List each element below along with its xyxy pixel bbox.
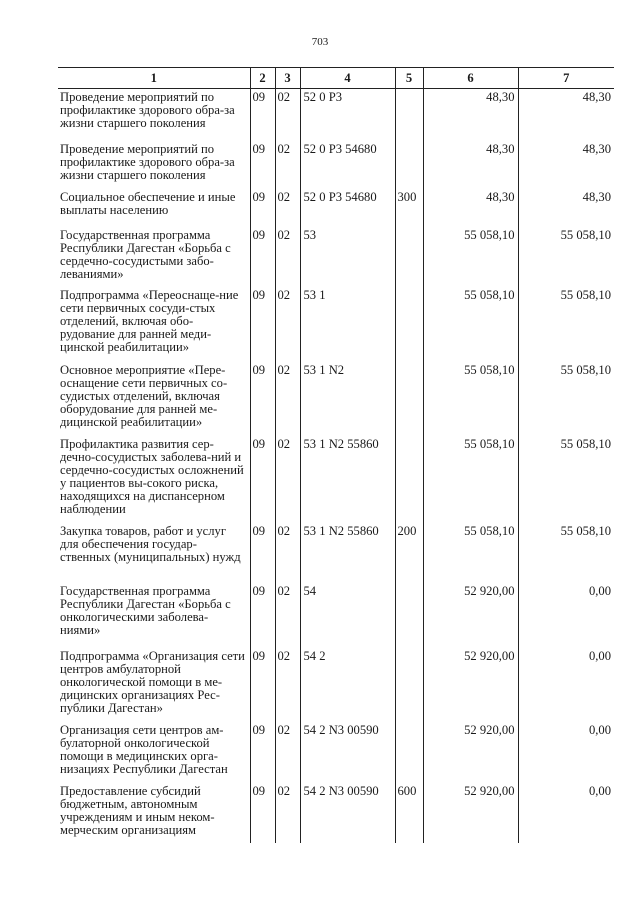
row-amount-2: 0,00 <box>518 583 614 648</box>
row-expense-type: 200 <box>395 523 423 583</box>
table-row <box>58 89 614 141</box>
table-row <box>58 722 614 783</box>
row-target-code: 52 0 Р3 <box>300 89 395 141</box>
row-amount-1: 55 058,10 <box>423 227 518 287</box>
row-subsection: 02 <box>275 722 300 783</box>
row-name: Профилактика развития сер-дечно-сосудистых заболева-ний и сердечно-сосудистых осложнений у пациентов вы-сокого риска, находящихся на диспансерном наблюдении <box>58 436 250 523</box>
row-section: 09 <box>250 436 275 523</box>
row-target-code: 53 1 N2 <box>300 362 395 436</box>
table-row <box>58 227 614 287</box>
row-amount-1: 52 920,00 <box>423 722 518 783</box>
header-row <box>58 68 614 89</box>
row-subsection: 02 <box>275 287 300 362</box>
row-section: 09 <box>250 648 275 722</box>
row-expense-type <box>395 648 423 722</box>
row-target-code: 53 1 N2 55860 <box>300 523 395 583</box>
row-expense-type <box>395 89 423 141</box>
row-name: Государственная программа Республики Дагестан «Борьба с сердечно-сосудистыми забо-леваниями» <box>58 227 250 287</box>
page-number: 703 <box>311 36 329 48</box>
row-amount-2: 48,30 <box>518 89 614 141</box>
row-target-code: 52 0 Р3 54680 <box>300 141 395 189</box>
table-row <box>58 648 614 722</box>
row-target-code: 53 1 <box>300 287 395 362</box>
row-amount-2: 48,30 <box>518 141 614 189</box>
row-amount-1: 48,30 <box>423 141 518 189</box>
row-amount-2: 0,00 <box>518 648 614 722</box>
row-section: 09 <box>250 583 275 648</box>
row-subsection: 02 <box>275 362 300 436</box>
row-section: 09 <box>250 783 275 843</box>
row-amount-2: 55 058,10 <box>518 362 614 436</box>
table-row <box>58 783 614 843</box>
row-expense-type <box>395 227 423 287</box>
header-col-4: 4 <box>300 68 395 89</box>
row-name: Предоставление субсидий бюджетным, автономным учреждениям и иным неком-мерческим организациям <box>58 783 250 843</box>
row-name: Закупка товаров, работ и услуг для обеспечения государ-ственных (муниципальных) нужд <box>58 523 250 583</box>
row-target-code: 52 0 Р3 54680 <box>300 189 395 227</box>
row-expense-type <box>395 436 423 523</box>
row-amount-1: 48,30 <box>423 89 518 141</box>
row-subsection: 02 <box>275 189 300 227</box>
row-expense-type <box>395 722 423 783</box>
row-section: 09 <box>250 227 275 287</box>
row-expense-type: 300 <box>395 189 423 227</box>
row-name: Основное мероприятие «Пере-оснащение сети первичных со-судистых отделений, включая оборудование для ранней ме-дицинской реабилитации» <box>58 362 250 436</box>
row-amount-1: 52 920,00 <box>423 783 518 843</box>
row-amount-1: 52 920,00 <box>423 583 518 648</box>
table-row <box>58 583 614 648</box>
row-amount-2: 48,30 <box>518 189 614 227</box>
row-amount-1: 55 058,10 <box>423 287 518 362</box>
header-col-6: 6 <box>423 68 518 89</box>
row-amount-2: 0,00 <box>518 722 614 783</box>
row-subsection: 02 <box>275 583 300 648</box>
row-subsection: 02 <box>275 227 300 287</box>
row-name: Организация сети центров ам-булаторной онкологической помощи в медицинских орга-низациях Республики Дагестан <box>58 722 250 783</box>
row-subsection: 02 <box>275 89 300 141</box>
row-subsection: 02 <box>275 648 300 722</box>
table-row <box>58 141 614 189</box>
row-subsection: 02 <box>275 523 300 583</box>
row-section: 09 <box>250 362 275 436</box>
row-section: 09 <box>250 523 275 583</box>
table-row <box>58 287 614 362</box>
row-section: 09 <box>250 722 275 783</box>
row-amount-1: 55 058,10 <box>423 362 518 436</box>
row-expense-type <box>395 141 423 189</box>
row-name: Подпрограмма «Организация сети центров амбулаторной онкологической помощи в ме-дицинских организациях Рес-публики Дагестан» <box>58 648 250 722</box>
header-col-3: 3 <box>275 68 300 89</box>
row-expense-type <box>395 362 423 436</box>
row-name: Проведение мероприятий по профилактике здорового обра-за жизни старшего поколения <box>58 141 250 189</box>
row-section: 09 <box>250 141 275 189</box>
header-col-7: 7 <box>518 68 614 89</box>
row-name: Проведение мероприятий по профилактике здорового обра-за жизни старшего поколения <box>58 89 250 141</box>
row-amount-2: 55 058,10 <box>518 227 614 287</box>
header-col-5: 5 <box>395 68 423 89</box>
table-row <box>58 436 614 523</box>
table-row <box>58 362 614 436</box>
row-amount-1: 48,30 <box>423 189 518 227</box>
row-expense-type <box>395 583 423 648</box>
row-name: Социальное обеспечение и иные выплаты населению <box>58 189 250 227</box>
row-name: Государственная программа Республики Дагестан «Борьба с онкологическими заболева-ниями» <box>58 583 250 648</box>
budget-table <box>58 67 614 843</box>
row-amount-2: 55 058,10 <box>518 523 614 583</box>
row-section: 09 <box>250 287 275 362</box>
table-row <box>58 523 614 583</box>
row-expense-type: 600 <box>395 783 423 843</box>
row-section: 09 <box>250 189 275 227</box>
row-amount-2: 55 058,10 <box>518 436 614 523</box>
row-target-code: 53 <box>300 227 395 287</box>
row-target-code: 54 2 N3 00590 <box>300 722 395 783</box>
row-subsection: 02 <box>275 436 300 523</box>
row-target-code: 53 1 N2 55860 <box>300 436 395 523</box>
header-col-1: 1 <box>58 68 250 89</box>
row-amount-1: 52 920,00 <box>423 648 518 722</box>
row-amount-1: 55 058,10 <box>423 523 518 583</box>
row-amount-2: 55 058,10 <box>518 287 614 362</box>
row-subsection: 02 <box>275 141 300 189</box>
row-amount-1: 55 058,10 <box>423 436 518 523</box>
row-name: Подпрограмма «Переоснаще-ние сети первичных сосуди-стых отделений, включая обо-рудование для ранней меди-цинской реабилитации» <box>58 287 250 362</box>
table-row <box>58 189 614 227</box>
row-amount-2: 0,00 <box>518 783 614 843</box>
row-expense-type <box>395 287 423 362</box>
row-subsection: 02 <box>275 783 300 843</box>
row-section: 09 <box>250 89 275 141</box>
header-col-2: 2 <box>250 68 275 89</box>
row-target-code: 54 2 N3 00590 <box>300 783 395 843</box>
row-target-code: 54 2 <box>300 648 395 722</box>
row-target-code: 54 <box>300 583 395 648</box>
